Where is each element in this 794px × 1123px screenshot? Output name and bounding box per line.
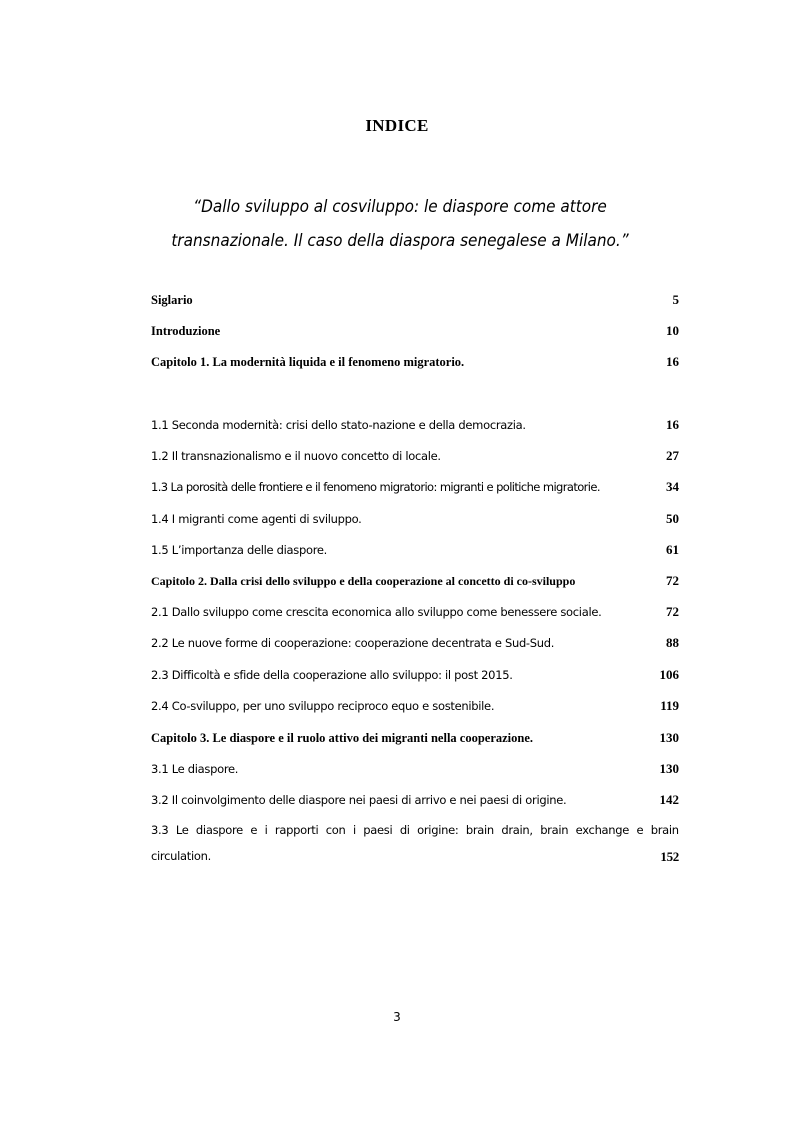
toc-word: brain bbox=[540, 823, 569, 837]
toc-entry-label: 1.3 La porosità delle frontiere e il fenomeno migratorio: migranti e politiche migratorie. bbox=[151, 480, 600, 494]
page-title: INDICE bbox=[365, 116, 429, 135]
toc-entry-page: 106 bbox=[659, 667, 679, 682]
toc-entry-page: 130 bbox=[659, 761, 679, 776]
toc-entry-label: 3.2 Il coinvolgimento delle diaspore nei paesi di arrivo e nei paesi di origine. bbox=[151, 793, 567, 807]
toc-entry[interactable] bbox=[151, 479, 679, 499]
toc-entry-label: 2.1 Dallo sviluppo come crescita economica allo sviluppo come benessere sociale. bbox=[151, 605, 602, 619]
toc-entry[interactable] bbox=[151, 698, 679, 718]
toc-word: brain bbox=[465, 823, 494, 837]
toc-word: origine: bbox=[417, 823, 459, 837]
toc-word: e bbox=[250, 823, 258, 837]
toc-word: Le bbox=[175, 823, 189, 837]
toc-word: drain, bbox=[501, 823, 533, 837]
subtitle-line-1: “Dallo sviluppo al cosviluppo: le diaspore come attore bbox=[193, 197, 607, 217]
toc-word: con bbox=[325, 823, 346, 837]
toc-entry-page: 16 bbox=[666, 354, 679, 369]
toc-entry-label: Siglario bbox=[151, 293, 193, 307]
toc-entry-label: 1.5 L’importanza delle diaspore. bbox=[151, 543, 328, 557]
toc-entry-label-line-2 bbox=[151, 849, 679, 865]
thesis-subtitle bbox=[150, 190, 650, 258]
toc-entry[interactable] bbox=[151, 292, 679, 312]
toc-entry-label: 2.3 Difficoltà e sfide della cooperazione allo sviluppo: il post 2015. bbox=[151, 668, 513, 682]
toc-entry-label: 1.4 I migranti come agenti di sviluppo. bbox=[151, 512, 362, 526]
toc-entry-label: 1.2 Il transnazionalismo e il nuovo concetto di locale. bbox=[151, 449, 441, 463]
toc-entry-page: 152 bbox=[660, 849, 679, 864]
toc-word: e bbox=[636, 823, 644, 837]
toc-entry-label: 1.1 Seconda modernità: crisi dello stato-nazione e della democrazia. bbox=[151, 418, 526, 432]
toc-entry-page: 119 bbox=[660, 698, 679, 713]
toc-entry-label: 2.4 Co-sviluppo, per uno sviluppo reciproco equo e sostenibile. bbox=[151, 699, 495, 713]
toc-entry-label: 2.2 Le nuove forme di cooperazione: cooperazione decentrata e Sud-Sud. bbox=[151, 636, 555, 650]
toc-entry-page: 130 bbox=[659, 730, 679, 745]
subtitle-line-2: transnazionale. Il caso della diaspora senegalese a Milano.” bbox=[171, 231, 629, 251]
toc-entry[interactable] bbox=[151, 448, 679, 468]
toc-entry[interactable] bbox=[151, 761, 679, 781]
toc-word: exchange bbox=[575, 823, 630, 837]
toc-entry-page: 50 bbox=[666, 511, 679, 526]
toc-entry-label: Capitolo 2. Dalla crisi dello sviluppo e della cooperazione al concetto di co-sviluppo bbox=[151, 574, 576, 588]
toc-entry-page: 5 bbox=[672, 292, 679, 307]
toc-word: rapporti bbox=[274, 823, 319, 837]
toc-entry-page: 72 bbox=[666, 573, 679, 588]
toc-entry[interactable] bbox=[151, 823, 679, 865]
toc-entry-page: 88 bbox=[666, 635, 679, 650]
toc-word: diaspore bbox=[195, 823, 243, 837]
toc-entry-label: Introduzione bbox=[151, 324, 221, 338]
toc-entry-label: Capitolo 3. Le diaspore e il ruolo attivo dei migranti nella cooperazione. bbox=[151, 731, 534, 745]
toc-word: paesi bbox=[363, 823, 393, 837]
toc-entry[interactable] bbox=[151, 667, 679, 687]
toc-entry[interactable] bbox=[151, 635, 679, 655]
toc-entry[interactable] bbox=[151, 792, 679, 812]
toc-chapter[interactable] bbox=[151, 573, 679, 593]
toc-entry[interactable] bbox=[151, 511, 679, 531]
toc-entry[interactable] bbox=[151, 323, 679, 343]
toc-word: i bbox=[352, 823, 356, 837]
toc-entry-page: 10 bbox=[666, 323, 679, 338]
toc-entry[interactable] bbox=[151, 542, 679, 562]
toc-word: 3.3 bbox=[151, 823, 169, 837]
toc-entry-page: 34 bbox=[666, 479, 679, 494]
toc-entry-page: 72 bbox=[666, 604, 679, 619]
toc-entry[interactable] bbox=[151, 604, 679, 624]
toc-entry-page: 27 bbox=[666, 448, 679, 463]
toc-word: i bbox=[264, 823, 268, 837]
toc-word: di bbox=[399, 823, 410, 837]
toc-entry[interactable] bbox=[151, 417, 679, 437]
toc-entry-page: 61 bbox=[666, 542, 679, 557]
toc-entry-label: circulation. bbox=[151, 849, 211, 863]
toc-entry-page: 142 bbox=[659, 792, 679, 807]
toc-chapter[interactable] bbox=[151, 730, 679, 750]
toc-entry-label: Capitolo 1. La modernità liquida e il fenomeno migratorio. bbox=[151, 355, 465, 369]
page-number: 3 bbox=[393, 1010, 401, 1024]
toc-chapter[interactable] bbox=[151, 354, 679, 374]
toc-entry-page: 16 bbox=[666, 417, 679, 432]
toc-word: brain bbox=[650, 823, 679, 837]
toc-entry-label: 3.1 Le diaspore. bbox=[151, 762, 239, 776]
toc-entry-label-line-1 bbox=[151, 823, 679, 837]
